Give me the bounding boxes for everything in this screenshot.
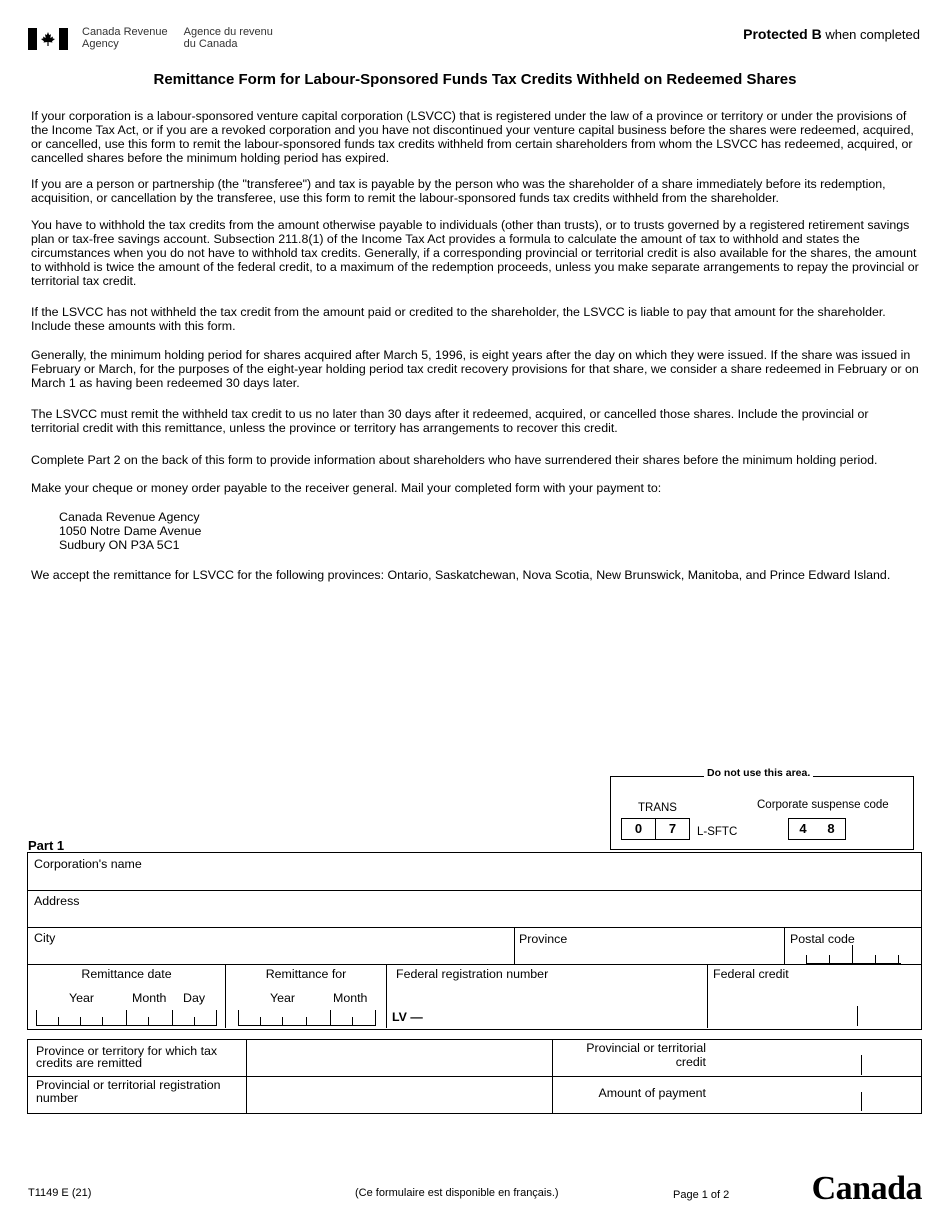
- divider: [28, 1076, 921, 1077]
- address-label: Address: [34, 894, 80, 908]
- provincial-registration-field[interactable]: [248, 1078, 550, 1111]
- divider: [28, 927, 921, 928]
- lsftc-label: L-SFTC: [697, 826, 738, 838]
- office-use-title: Do not use this area.: [704, 767, 813, 779]
- month-label: Month: [333, 991, 368, 1005]
- protected-b-label: Protected B when completed: [743, 26, 920, 42]
- divider: [28, 964, 921, 965]
- lv-prefix: LV —: [392, 1010, 423, 1024]
- provincial-credit-label: Provincial or territorial credit: [586, 1041, 706, 1069]
- trans-digit: 0: [634, 821, 643, 836]
- divider: [28, 890, 921, 891]
- agency-name-en: Canada Revenue Agency: [82, 26, 168, 50]
- mailing-address: [59, 510, 201, 552]
- instruction-paragraph: Complete Part 2 on the back of this form to provide information about shareholders who have surrendered their shares before the minimum holding period.: [31, 453, 878, 467]
- trans-digit: 7: [655, 819, 689, 839]
- province-for-credits-label: Province or territory for which tax credits are remitted: [36, 1044, 218, 1070]
- divider: [784, 927, 785, 964]
- address-line: 1050 Notre Dame Avenue: [59, 524, 202, 538]
- suspense-code-label: Corporate suspense code: [757, 799, 889, 811]
- federal-registration-label: Federal registration number: [396, 967, 549, 981]
- instruction-paragraph: Make your cheque or money order payable to the receiver general. Mail your completed form with your payment to:: [31, 481, 662, 495]
- instruction-paragraph: If you are a person or partnership (the "transferee") and tax is payable by the person who was the shareholder of a share immediately before its redemption, acquisition, or cancellation by the transferee, use this form to remit the labour-sponsored funds tax credits withheld from the shareholder.: [31, 177, 886, 205]
- canada-flag-icon: [28, 28, 68, 50]
- amount-of-payment-label: Amount of payment: [598, 1086, 706, 1100]
- amount-of-payment-field[interactable]: [712, 1078, 919, 1111]
- address-line: Sudbury ON P3A 5C1: [59, 538, 180, 552]
- form-code: T1149 E (21): [28, 1187, 92, 1199]
- year-label: Year: [69, 991, 95, 1005]
- remittance-for-label: Remittance for: [265, 967, 347, 981]
- address-line: Canada Revenue Agency: [59, 510, 200, 524]
- remittance-date-label: Remittance date: [81, 967, 172, 981]
- city-field[interactable]: [29, 942, 513, 964]
- suspense-digit: 4: [799, 821, 807, 836]
- postal-code-field[interactable]: [786, 944, 919, 964]
- remittance-for-field[interactable]: [238, 1008, 377, 1026]
- divider: [707, 964, 708, 1028]
- federal-credit-field[interactable]: [709, 984, 919, 1026]
- form-title: Remittance Form for Labour-Sponsored Funds Tax Credits Withheld on Redeemed Shares: [153, 71, 797, 88]
- instruction-paragraph: If your corporation is a labour-sponsored venture capital corporation (LSVCC) that is registered under the law of a province or territory or under the provisions of the Income Tax Act, or if you are a revoked corporation and you have not discontinued your venture capital business before the shares were redeemed, acquired, or cancelled, use this form to remit the labour-sponsored funds tax credits withheld from certain shareholders from whom the LSVCC has redeemed, acquired, or cancelled shares before the minimum holding period has expired.: [31, 109, 914, 165]
- day-label: Day: [183, 991, 206, 1005]
- trans-code-box: [621, 818, 690, 840]
- part1-heading: Part 1: [28, 838, 65, 853]
- french-availability-note: (Ce formulaire est disponible en français.): [355, 1187, 559, 1199]
- corporation-name-field[interactable]: [29, 868, 920, 890]
- page-number: Page 1 of 2: [673, 1189, 730, 1201]
- postal-code-label: Postal code: [790, 932, 855, 946]
- address-field[interactable]: [29, 905, 920, 927]
- month-label: Month: [132, 991, 167, 1005]
- provincial-credit-field[interactable]: [712, 1041, 919, 1075]
- federal-credit-label: Federal credit: [713, 967, 789, 981]
- trans-label: TRANS: [638, 802, 677, 814]
- provincial-registration-label: Provincial or territorial registration number: [36, 1078, 221, 1105]
- provinces-note: We accept the remittance for LSVCC for the following provinces: Ontario, Saskatchewan, Nova Scotia, New Brunswick, Manitoba, and Prince Edward Island.: [31, 568, 891, 582]
- divider: [225, 964, 226, 1028]
- year-label: Year: [270, 991, 296, 1005]
- instruction-paragraph: If the LSVCC has not withheld the tax credit from the amount paid or credited to the shareholder, the LSVCC is liable to pay that amount for the shareholder. Include these amounts with this form.: [31, 305, 886, 333]
- suspense-code-box: [788, 818, 846, 840]
- instruction-paragraph: Generally, the minimum holding period for shares acquired after March 5, 1996, is eight years after the day on which they were issued. If the share was issued in February or March, for the purposes of the eight-year holding period tax credit recovery provisions for that share, we consider a share redeemed in February or on March 1 as having been redeemed 30 days later.: [31, 348, 919, 390]
- federal-registration-field[interactable]: [425, 1004, 705, 1026]
- suspense-digit: 8: [827, 821, 835, 836]
- divider: [386, 964, 387, 1028]
- province-for-credits-field[interactable]: [248, 1041, 550, 1075]
- province-label: Province: [519, 932, 568, 946]
- instruction-paragraph: You have to withhold the tax credits from the amount otherwise payable to individuals (other than trusts), or to trusts governed by a registered retirement savings plan or tax-free savings account. Subsection 211.8(1) of the Income Tax Act provides a formula to calculate the amount of tax to withhold and states the circumstances when you do not have to withhold tax credits. Generally, if a corresponding provincial or territorial credit is also available for the shares, the amount to withhold is twice the amount of the federal credit, to a maximum of the redemption proceeds, unless you make separate arrangements to repay the provincial or territorial tax credit.: [31, 218, 919, 288]
- province-field[interactable]: [515, 944, 783, 964]
- remittance-date-field[interactable]: [36, 1008, 218, 1026]
- canada-wordmark: Canada: [811, 1170, 922, 1207]
- instruction-paragraph: The LSVCC must remit the withheld tax credit to us no later than 30 days after it redeemed, acquired, or cancelled those shares. Include the provincial or territorial credit with this remittance, unless the province or territory has arrangements to recover this credit.: [31, 407, 869, 435]
- city-label: City: [34, 931, 56, 945]
- agency-name-fr: Agence du revenu du Canada: [183, 26, 273, 50]
- agency-header: [28, 26, 273, 50]
- corporation-name-label: Corporation's name: [34, 857, 142, 871]
